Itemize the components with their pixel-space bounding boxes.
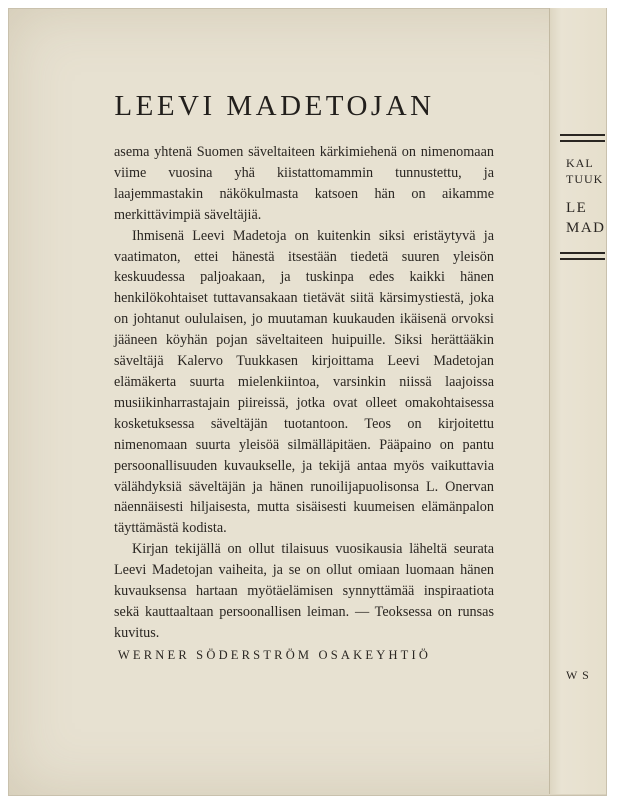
blurb-text [114,142,494,644]
blurb-paragraph-3: Kirjan tekijällä on ollut tilaisuus vuosikausia läheltä seurata Leevi Madetojan vaiheita, ja se on ollut omiaan luomaan hänen kuvauksensa hartaan myötäelämisen synnyttämää inspiraatiota sekä kauttaaltaan persoonallisen leiman. — Teoksessa on runsas kuvitus. [114,541,494,641]
spine-rule-bottom-1 [560,252,605,254]
publisher-name: WERNER SÖDERSTRÖM OSAKEYHTIÖ [117,648,432,662]
cover-title: LEEVI MADETOJAN [114,90,435,122]
blurb-paragraph-1: asema yhtenä Suomen säveltaiteen kärkimiehenä on nimenomaan viime vuosina yhä kiistattomammin tunnustettu, ja laajemmastakin näkökulmasta katsoen hän on aikamme merkittävimpiä säveltäjiä. [114,144,494,223]
spine-title-line-2: MAD [566,220,606,236]
spine-title-line-1: LE [566,200,588,216]
blurb-paragraph-2: Ihmisenä Leevi Madetoja on kuitenkin siksi eristäytyvä ja vaatimaton, ettei hänestä itsestään tiedetä suuren yleisön keskuudessa paljoakaan, ja tuskinpa edes kaikki hänen henkilökohtaiset tuttavansakaan tietävät siitä kärsimystiestä, joka on johtanut oululaisen, jo muutaman kuukauden ikäisenä orvoksi jääneen köyhän pojan säveltaiteen huipuille. Siksi herättääkin säveltäjä Kalervo Tuukkasen kirjoittama Leevi Madetojan elämäkerta suurta mielenkiintoa, varsinkin niissä laajoissa musiikinharrastajain piireissä, jotka ovat olleet omakohtaisessa kosketuksessa säveltäjän tuotantoon. Teos on kirjoitettu nimenomaan suurta yleisöä silmälläpitäen. Pääpaino on pantu persoonallisuuden kuvaukselle, ja tekijä antaa myös vaikuttavia välähdyksiä säveltäjän ja hänen runoilijapuolisonsa L. Onervan näennäisesti hiljaisesta, mutta sisäisesti kuumeisen elämänpalon täyttämästä kodista. [114,227,494,537]
spine-author-line-2: TUUK [566,172,604,186]
spine-publisher: W S [566,668,590,682]
spine-rule-top-1 [560,134,605,136]
spine-author-line-1: KAL [566,156,594,170]
spine-rule-top-2 [560,140,605,142]
spine-rule-bottom-2 [560,258,605,260]
